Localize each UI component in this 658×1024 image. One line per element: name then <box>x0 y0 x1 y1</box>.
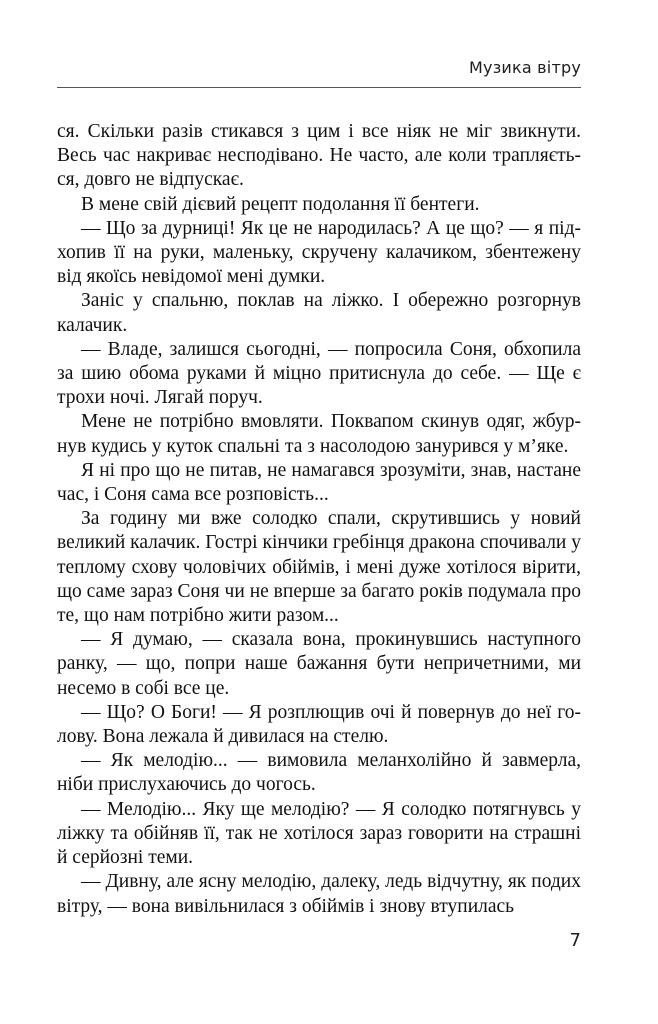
paragraph: В мене свій дієвий рецепт подолання її бентеги. <box>81 193 480 215</box>
paragraph: ся. Скільки разів стикався з цим і все ніяк не міг звикнути. Весь час накриває несподівано. Не часто, але коли трапляється, довго не відпускає. <box>57 121 581 191</box>
paragraph: — Що? О Боги! — Я розплющив очі й повернув до неї голову. Вона лежала й дивилася на стелю. <box>57 701 581 748</box>
paragraph: — Дивну, але ясну мелодію, далеку, ледь відчутну, як подих вітру, — вона вивільнилася з обіймів і знову втупилась <box>57 871 581 917</box>
paragraph: — Мелодію... Яку ще мелодію? — Я солодко потягнувсь у ліжку та обійняв її, так не хотілося зараз говорити на страшні й серйозні теми. <box>57 798 581 869</box>
page-body-text <box>57 120 581 919</box>
page-number: 7 <box>569 930 581 951</box>
paragraph: Заніс у спальню, поклав на ліжко. І обережно розгорнув калачик. <box>57 290 581 336</box>
paragraph: — Владе, залишся сьогодні, — попросила Соня, обхопила за шию обома руками й міцно притиснула до себе. — Ще є трохи ночі. Лягай поруч. <box>57 338 581 409</box>
header-rule <box>57 87 581 88</box>
paragraph: Мене не потрібно вмовляти. Поквапом скинув одяг, жбурнув кудись у куток спальні та з насолодою занурився у м’яке. <box>57 411 581 457</box>
paragraph: — Як мелодію... — вимовила меланхолійно й завмерла, ніби прислухаючись до чогось. <box>57 750 581 796</box>
paragraph: — Я думаю, — сказала вона, прокинувшись наступного ранку, — що, попри наше бажання бути непричетними, ми несемо в собі все це. <box>57 629 581 699</box>
paragraph: За годину ми вже солодко спали, скрутившись у новий великий калачик. Гострі кінчики гребінця дракона спочивали у теплому схову чоловічих обіймів, і мені дуже хотілося вірити, що саме зараз Соня чи не вперше за багато років подумала про те, що нам потрібно жити разом... <box>57 508 581 627</box>
paragraph: — Що за дурниці! Як це не народилась? А це що? — я підхопив її на руки, маленьку, скручену калачиком, збентежену від якоїсь невідомої мені думки. <box>57 217 581 288</box>
paragraph: Я ні про що не питав, не намагався зрозуміти, знав, настане час, і Соня сама все розповість... <box>57 459 581 506</box>
running-header-title: Музика вітру <box>469 58 581 77</box>
